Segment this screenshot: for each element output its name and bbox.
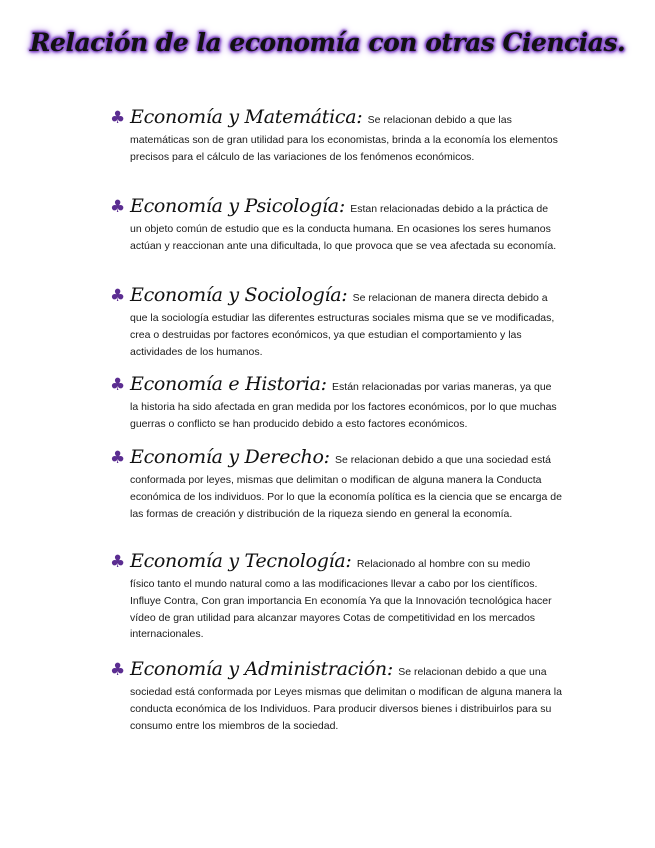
club-icon: ♣ (110, 660, 126, 680)
heading-colon: : (320, 373, 328, 395)
section-lead-text: Estan relacionadas debido a la práctica de (350, 203, 549, 215)
section-heading: Economía y Psicología (130, 195, 339, 217)
section-heading: Economía e Historia (130, 373, 321, 395)
section-body-text: sociedad está conformada por Leyes mismas que delimitan o modifican de alguna manera la conducta económica de los Individuos. Para producir diversos bienes i distribuirlos para su consumo entre los miembros de la sociedad. (130, 686, 562, 732)
section-body-text: que la sociología estudiar las diferentes estructuras sociales misma que se ve modificadas, crea o destruidas por factores económicos, ya que estudian el comportamiento y las actividades de los humanos. (130, 312, 555, 358)
section-administracion (110, 658, 570, 734)
section-body-text: matemáticas son de gran utilidad para los economistas, brinda a la economía los elementos precisos para el cálculo de las variaciones de los fenómenos económicos. (130, 134, 558, 163)
section-body-text: conformada por leyes, mismas que delimitan o modifican de alguna manera la Conducta económica de los individuos. Por lo que la economía política es la ciencia que se encarga de las formas de creación y distribución de la riqueza siendo en general la economía. (130, 474, 562, 520)
club-icon: ♣ (110, 197, 126, 217)
section-lead-text: Se relacionan debido a que una sociedad está (335, 454, 551, 466)
section-heading-row (110, 446, 570, 468)
section-heading: Economía y Derecho (130, 446, 324, 468)
section-heading: Economía y Sociología (130, 284, 342, 306)
section-heading-row (110, 106, 570, 128)
section-sociologia (110, 284, 570, 360)
section-heading-row (110, 658, 570, 680)
section-historia (110, 373, 570, 433)
section-tecnologia (110, 550, 570, 643)
club-icon: ♣ (110, 108, 126, 128)
page-title: Relación de la economía con otras Ciencias. (29, 28, 626, 57)
heading-colon: : (345, 550, 352, 572)
section-matematica (110, 106, 570, 166)
section-heading-row (110, 550, 570, 572)
section-lead-text: Se relacionan de manera directa debido a (352, 292, 548, 304)
section-derecho (110, 446, 570, 522)
heading-colon: : (386, 658, 394, 680)
section-body-text: físico tanto el mundo natural como a las modificaciones llevar a cabo por los científicos. Influye Contra, Con gran importancia En economía Ya que la Innovación tecnológica hacer vídeo de gran utilidad para alcanzar mayores Cotas de competitividad en los mercados internacionales. (130, 578, 552, 641)
heading-colon: : (323, 446, 330, 468)
club-icon: ♣ (110, 552, 126, 572)
section-heading: Economía y Matemática (130, 106, 357, 128)
heading-colon: : (356, 106, 363, 128)
club-icon: ♣ (110, 375, 126, 395)
section-body-text: un objeto común de estudio que es la conducta humana. En ocasiones los seres humanos actúan y reaccionan ante una dificultada, lo que provoca que se vea afectada su economía. (130, 223, 557, 252)
club-icon: ♣ (110, 286, 126, 306)
section-body-text: la historia ha sido afectada en gran medida por los factores económicos, por lo que muchas guerras o conflicto se han producido debido a esto factores económicos. (130, 401, 557, 430)
section-lead-text: Se relacionan debido a que una (398, 666, 547, 678)
section-heading: Economía y Administración (130, 658, 387, 680)
heading-colon: : (341, 284, 348, 306)
section-heading: Economía y Tecnología (130, 550, 346, 572)
section-heading-row (110, 373, 570, 395)
section-lead-text: Se relacionan debido a que las (367, 114, 512, 126)
section-heading-row (110, 195, 570, 217)
section-psicologia (110, 195, 570, 255)
section-heading-row (110, 284, 570, 306)
section-lead-text: Relacionado al hombre con su medio (356, 558, 531, 570)
club-icon: ♣ (110, 448, 126, 468)
heading-colon: : (338, 195, 346, 217)
section-lead-text: Están relacionadas por varias maneras, ya que (332, 381, 552, 393)
